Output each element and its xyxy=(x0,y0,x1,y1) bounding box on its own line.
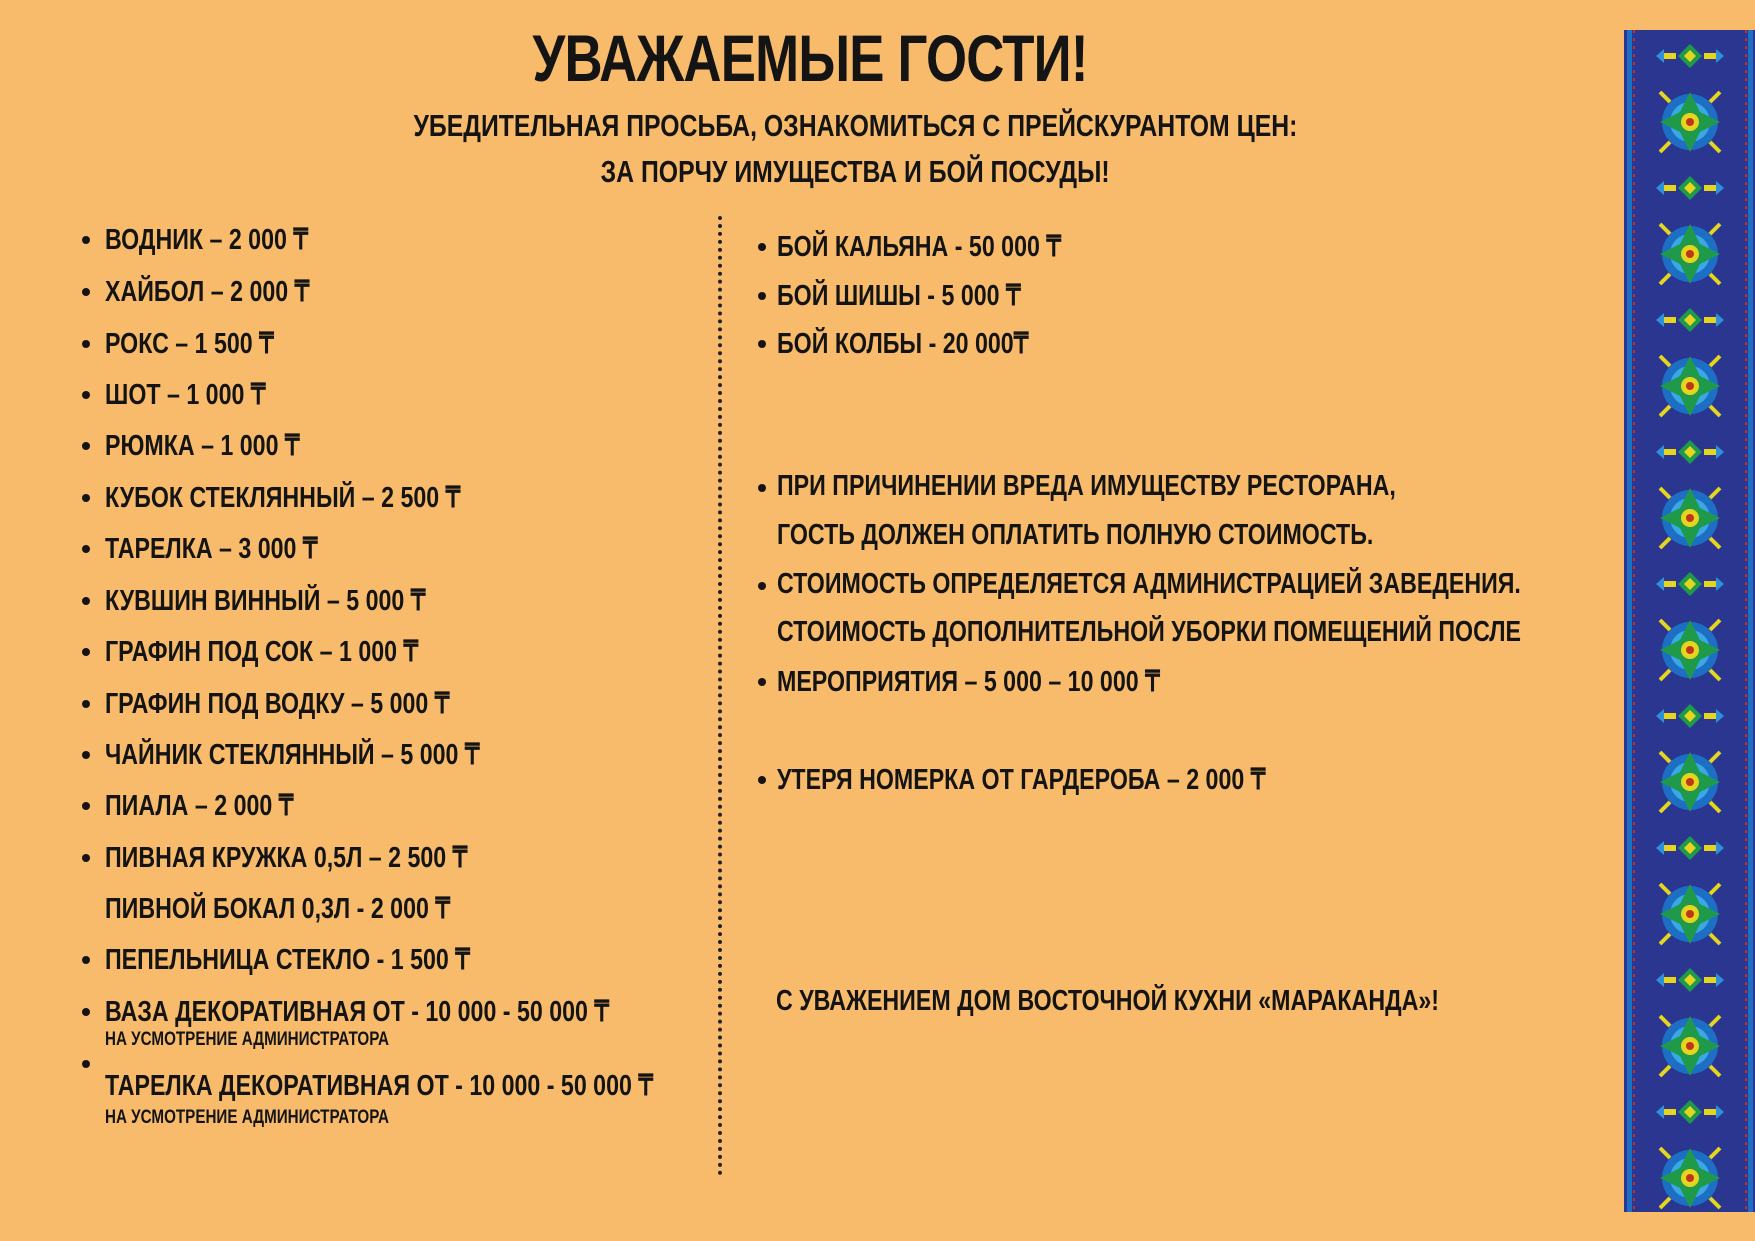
bullet xyxy=(82,494,90,502)
list-item-text: ПИАЛА – 2 000 ₸ xyxy=(105,790,294,822)
bullet xyxy=(82,442,90,450)
bullet xyxy=(758,292,766,300)
subtitle-line-1-text: УБЕДИТЕЛЬНАЯ ПРОСЬБА, ОЗНАКОМИТЬСЯ С ПРЕЙСКУРАНТОМ ЦЕН: xyxy=(413,108,1297,143)
list-item xyxy=(105,994,735,1029)
ornament-border xyxy=(1624,30,1755,1212)
list-item xyxy=(105,222,359,257)
subtitle-line-2-text: ЗА ПОРЧУ ИМУЩЕСТВА И БОЙ ПОСУДЫ! xyxy=(600,154,1110,189)
list-item xyxy=(105,377,306,412)
list-item xyxy=(777,278,1082,313)
rule-line-text: СТОИМОСТЬ ДОПОЛНИТЕЛЬНОЙ УБОРКИ ПОМЕЩЕНИЙ ПОСЛЕ xyxy=(777,616,1522,648)
list-item xyxy=(105,891,536,926)
bullet xyxy=(758,484,766,492)
list-item xyxy=(105,686,536,721)
rule-line xyxy=(777,519,1522,552)
list-item xyxy=(105,840,558,875)
list-item-text: ЧАЙНИК СТЕКЛЯННЫЙ – 5 000 ₸ xyxy=(105,739,480,771)
page-title-text: УВАЖАЕМЫЕ ГОСТИ! xyxy=(532,21,1088,95)
rule-line xyxy=(777,568,1707,601)
list-item-text: ТАРЕЛКА ДЕКОРАТИВНАЯ ОТ - 10 000 - 50 000 ₸ xyxy=(105,1070,654,1102)
list-item-text: ПИВНАЯ КРУЖКА 0,5Л – 2 500 ₸ xyxy=(105,842,468,874)
rule-line-text: УТЕРЯ НОМЕРКА ОТ ГАРДЕРОБА – 2 000 ₸ xyxy=(777,764,1266,796)
bullet xyxy=(82,1008,90,1016)
rule-line xyxy=(777,664,1256,699)
list-item xyxy=(105,274,360,309)
bullet xyxy=(82,340,90,348)
page-title xyxy=(0,20,1620,96)
list-item-text: ВАЗА ДЕКОРАТИВНАЯ ОТ - 10 000 - 50 000 ₸ xyxy=(105,996,610,1028)
list-item xyxy=(105,788,341,823)
admin-note xyxy=(105,1029,460,1051)
list-item-text: ПЕПЕЛЬНИЦА СТЕКЛО - 1 500 ₸ xyxy=(105,944,471,976)
signature xyxy=(776,985,1605,1018)
admin-note-text: НА УСМОТРЕНИЕ АДМИНИСТРАТОРА xyxy=(105,1029,389,1050)
rule-line-text: ПРИ ПРИЧИНЕНИИ ВРЕДА ИМУЩЕСТВУ РЕСТОРАНА, xyxy=(777,470,1396,502)
subtitle-line-2 xyxy=(0,154,1710,190)
bullet xyxy=(82,854,90,862)
bullet xyxy=(82,751,90,759)
list-item xyxy=(105,634,497,669)
bullet xyxy=(82,802,90,810)
bullet xyxy=(758,678,766,686)
list-item xyxy=(105,942,561,977)
list-item-text: КУВШИН ВИННЫЙ – 5 000 ₸ xyxy=(105,585,426,617)
list-item-text: РЮМКА – 1 000 ₸ xyxy=(105,430,300,462)
list-item-text: ГРАФИН ПОД СОК – 1 000 ₸ xyxy=(105,636,419,668)
list-item-text: ВОДНИК – 2 000 ₸ xyxy=(105,224,309,256)
list-item-text: БОЙ КАЛЬЯНА - 50 000 ₸ xyxy=(777,231,1062,263)
bullet xyxy=(82,648,90,656)
list-item-text: КУБОК СТЕКЛЯННЫЙ – 2 500 ₸ xyxy=(105,482,461,514)
list-item xyxy=(105,480,549,515)
rule-line xyxy=(777,762,1388,797)
bullet xyxy=(82,288,90,296)
rule-line-text: МЕРОПРИЯТИЯ – 5 000 – 10 000 ₸ xyxy=(777,666,1160,698)
list-item xyxy=(105,583,506,618)
list-item-text: ПИВНОЙ БОКАЛ 0,3Л - 2 000 ₸ xyxy=(105,893,451,925)
list-item xyxy=(105,326,316,361)
rule-line-text: СТОИМОСТЬ ОПРЕДЕЛЯЕТСЯ АДМИНИСТРАЦИЕЙ ЗАВЕДЕНИЯ. xyxy=(777,568,1521,600)
list-item-text: ТАРЕЛКА – 3 000 ₸ xyxy=(105,533,318,565)
list-item-text: БОЙ ШИШЫ - 5 000 ₸ xyxy=(777,280,1021,312)
list-item-text: ХАЙБОЛ – 2 000 ₸ xyxy=(105,276,310,308)
bullet xyxy=(82,391,90,399)
list-item-text: РОКС – 1 500 ₸ xyxy=(105,328,274,360)
list-item xyxy=(105,428,348,463)
rule-line xyxy=(777,616,1707,649)
list-item xyxy=(777,326,1091,361)
bullet xyxy=(82,236,90,244)
signature-text: С УВАЖЕНИЕМ ДОМ ВОСТОЧНОЙ КУХНИ «МАРАКАНДА»! xyxy=(776,985,1439,1017)
bullet xyxy=(82,597,90,605)
dotted-divider xyxy=(718,216,722,1176)
list-item-text: ГРАФИН ПОД ВОДКУ – 5 000 ₸ xyxy=(105,688,450,720)
bullet xyxy=(758,582,766,590)
bullet xyxy=(82,1060,90,1068)
bullet xyxy=(758,243,766,251)
list-item xyxy=(105,531,371,566)
list-item xyxy=(105,1068,790,1103)
subtitle-line-1 xyxy=(0,108,1710,144)
rule-line xyxy=(777,470,1551,503)
list-item xyxy=(105,737,573,772)
admin-note xyxy=(105,1107,460,1129)
admin-note-text: НА УСМОТРЕНИЕ АДМИНИСТРАТОРА xyxy=(105,1107,389,1128)
bullet xyxy=(82,545,90,553)
bullet xyxy=(82,956,90,964)
bullet xyxy=(82,700,90,708)
list-item-text: ШОТ – 1 000 ₸ xyxy=(105,379,266,411)
list-item xyxy=(777,229,1132,264)
bullet xyxy=(758,340,766,348)
list-item-text: БОЙ КОЛБЫ - 20 000₸ xyxy=(777,328,1029,360)
bullet xyxy=(758,776,766,784)
rule-line-text: ГОСТЬ ДОЛЖЕН ОПЛАТИТЬ ПОЛНУЮ СТОИМОСТЬ. xyxy=(777,519,1374,551)
